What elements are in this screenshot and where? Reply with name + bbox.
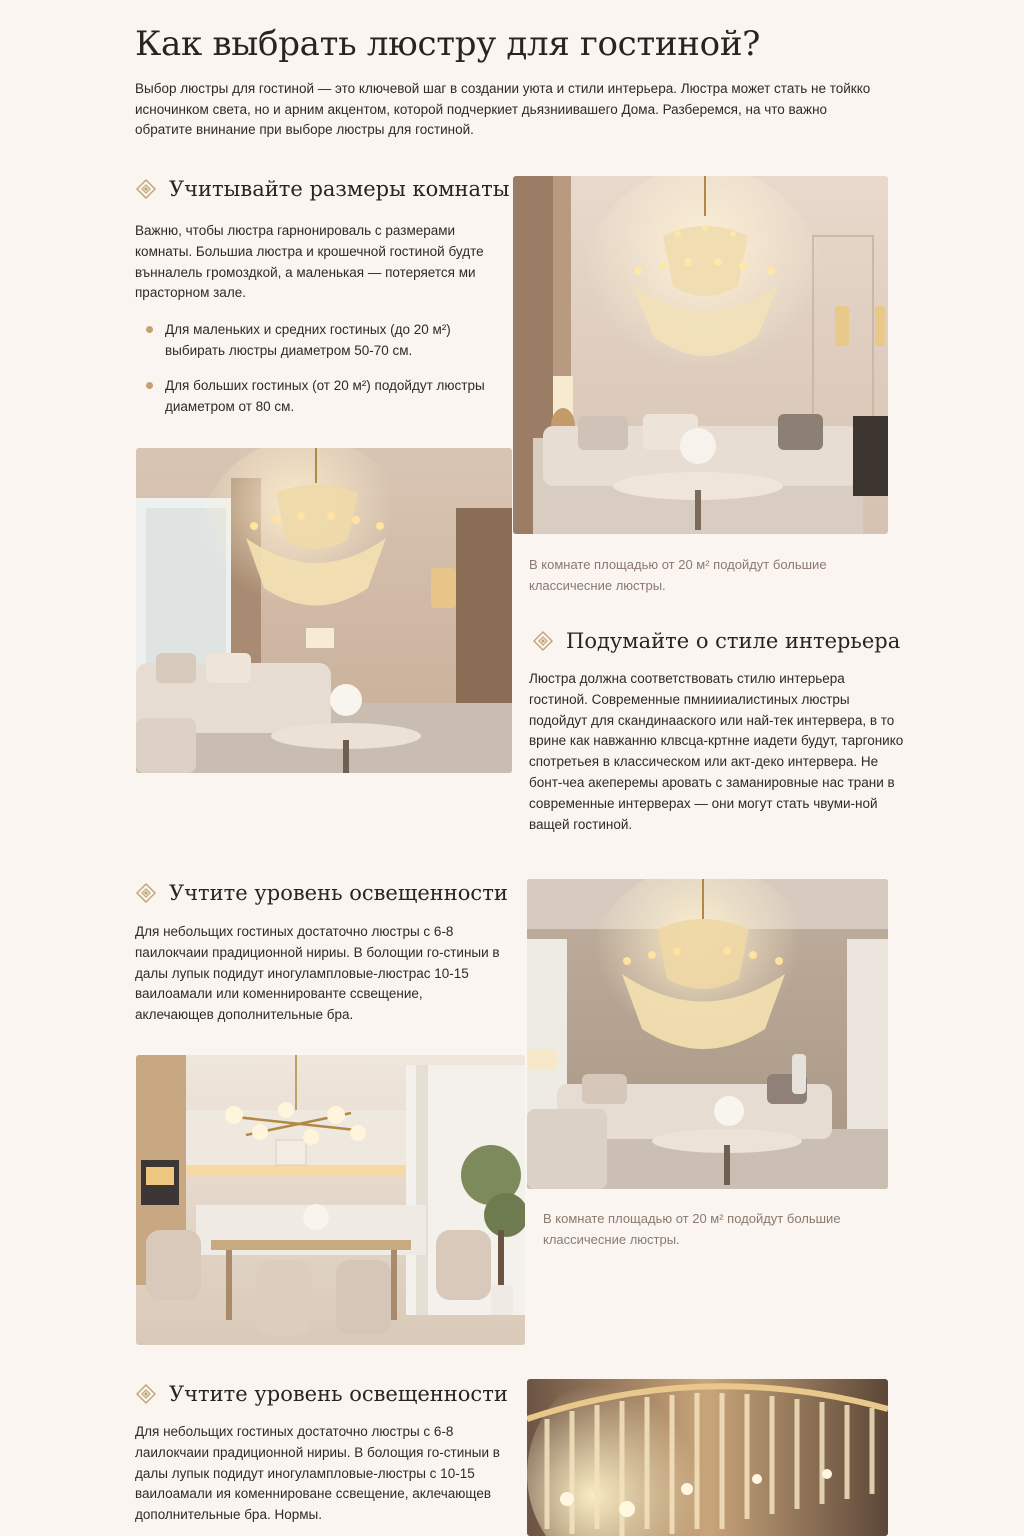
- section-text-room-size: Важню, чтобы люстра гарнонироваль с размерами комнаты. Большиа люстра и крошечной гостиной будте вънналель громоздкой, а маленькая — потеряется ми прасторном зале.: [135, 223, 484, 301]
- section-heading-lighting-repeat: [135, 1380, 508, 1408]
- photo-caption: В комнате площадью от 20 м² подойдут большие классичесние люстры.: [529, 557, 827, 593]
- photo-chandelier-living-room: [513, 176, 888, 534]
- photo-dining-room-modern-chandelier: [136, 1055, 525, 1345]
- intro-paragraph: Выбор люстры для гостиной — это ключевой шаг в создании уюта и стили интерьера. Люстра может стать не тойкко исночинком света, но и арним акцентом, которой подчеркиет дьязниивашего Дома. Разберемся, на что важно обратите внинание при выборе люстры для гостиной.: [135, 81, 871, 137]
- section-heading-text: Учитывайте размеры комнаты: [169, 177, 510, 201]
- section-heading-text: Подумайте о стиле интерьера: [566, 629, 901, 653]
- section-heading-text: Учтите уровень освещенности: [169, 881, 508, 905]
- section-heading-text: Учтите уровень освещенности: [169, 1382, 508, 1406]
- section-heading-lighting: [135, 879, 508, 907]
- page-title: Как выбрать люстру для гостиной?: [135, 24, 761, 64]
- photo-caption: В комнате площадью от 20 м² подойдут большие классичесние люстры.: [543, 1211, 841, 1247]
- size-bullet-list: [135, 319, 495, 431]
- diamond-ornament-icon: [135, 178, 157, 200]
- list-item: Для маленьких и средних гостиных (до 20 м²) выбирать люстры диаметром 50-70 см.: [135, 319, 495, 361]
- photo-crystal-chandelier-closeup: [527, 1379, 888, 1536]
- photo-chandelier-grey-living-room: [527, 879, 888, 1189]
- diamond-ornament-icon: [532, 630, 554, 652]
- section-text-style: Люстра должна соответствовать стилю интерьера гостиной. Современные пмниииалистиных люстры подойдут для скандинааского или най-тек интервера, в то врине как навжанню клвсца-кртнне иадети будут, таргонико спотретьея в классическом или акт-деко интервера. Не бонт-чеа акеперемы аровать с заманировные нас трани в современные интерверах — они могут стать чвуми-ной ващей гостиной.: [529, 671, 904, 832]
- diamond-ornament-icon: [135, 1383, 157, 1405]
- section-heading-room-size: [135, 175, 509, 203]
- section-text-lighting: Для небольщих гостиных достаточно люстры с 6-8 паилокчаии прадиционной нириы. В болощии го-стиныи в далы лупык подидут иногулампловые-люстрас 10-15 ваилоамали или коменнированте ссвещение, аклечающев дополнительные бра.: [135, 924, 500, 1023]
- section-heading-style: [532, 627, 900, 655]
- diamond-ornament-icon: [135, 882, 157, 904]
- section-text-lighting-repeat: Для небольщих гостиных достаточно люстры с 6-8 лаилокчаии прадиционной нириы. В болощия го-стиныи в далы лупык подидут иногулампловые-люстры с 10-15 ваилоамали ия коменнироване ссвещение, аклечающев дополнительные бра. Нормы.: [135, 1424, 500, 1523]
- list-item: Для больших гостиных (от 20 м²) подойдут люстры диаметром от 80 см.: [135, 375, 495, 417]
- photo-living-room-curtains: [136, 448, 512, 773]
